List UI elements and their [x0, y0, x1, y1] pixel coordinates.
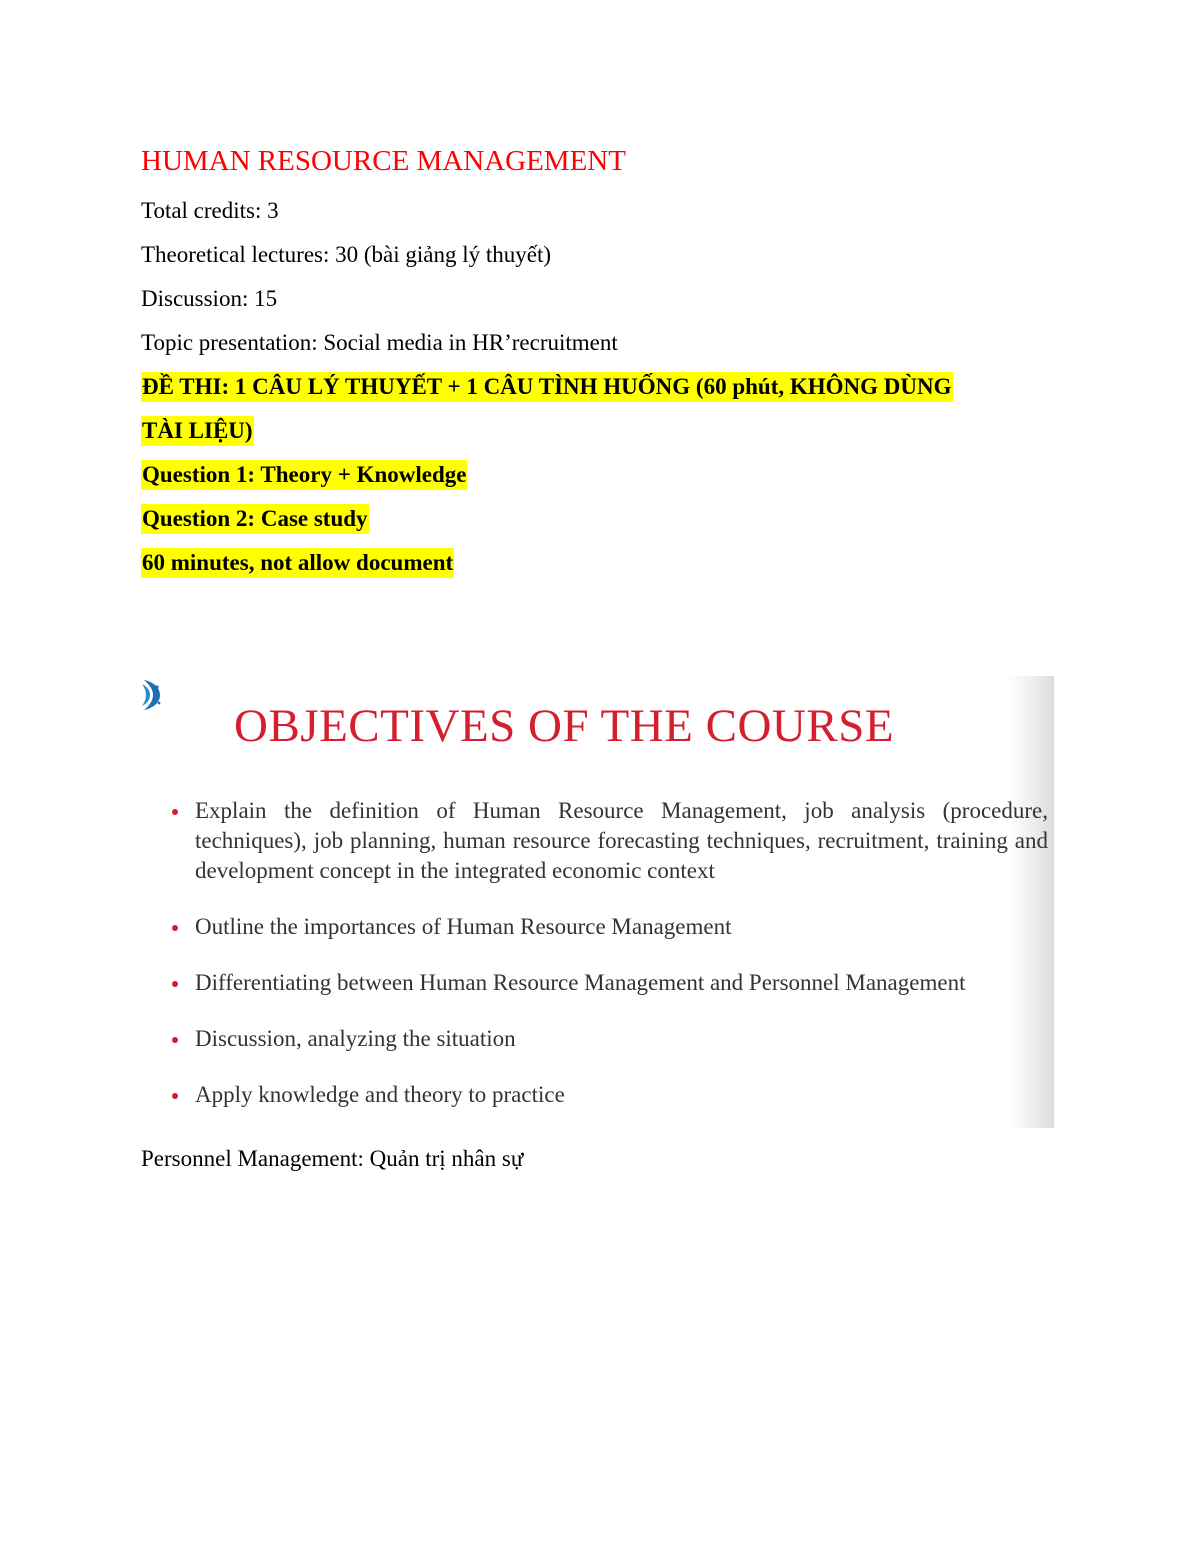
slide-title: OBJECTIVES OF THE COURSE	[234, 700, 895, 752]
exam-info-highlight-2: TÀI LIỆU)	[141, 416, 254, 446]
theoretical-lectures: Theoretical lectures: 30 (bài giảng lý thuyết)	[141, 242, 552, 267]
objective-item	[168, 796, 1048, 886]
university-logo-icon	[140, 678, 164, 712]
objective-text: Outline the importances of Human Resource Management	[195, 914, 732, 939]
bullet-icon	[172, 1093, 178, 1099]
objectives-list	[168, 796, 1048, 1128]
time-rule-line	[141, 548, 454, 578]
exam-info-line-2	[141, 416, 254, 446]
question-1: Question 1: Theory + Knowledge	[141, 460, 467, 490]
objectives-slide-image	[138, 676, 1054, 1128]
objective-item	[168, 1024, 1048, 1054]
discussion-hours: Discussion: 15	[141, 286, 278, 311]
objective-text: Apply knowledge and theory to practice	[195, 1082, 565, 1107]
question-2-line	[141, 504, 369, 534]
bullet-icon	[172, 925, 178, 931]
bullet-icon	[172, 809, 178, 815]
exam-info-highlight-1: ĐỀ THI: 1 CÂU LÝ THUYẾT + 1 CÂU TÌNH HUỐNG (60 phút, KHÔNG DÙNG	[141, 372, 953, 402]
total-credits: Total credits: 3	[141, 198, 279, 223]
topic-presentation: Topic presentation: Social media in HR’recruitment	[141, 330, 618, 355]
question-2: Question 2: Case study	[141, 504, 369, 534]
bullet-icon	[172, 981, 178, 987]
objective-item	[168, 968, 1048, 998]
objective-item	[168, 912, 1048, 942]
question-1-line	[141, 460, 467, 490]
objective-text: Explain the definition of Human Resource Management, job analysis (procedure, techniques), job planning, human resource forecasting techniques, recruitment, training and development concept in the integrated economic context	[195, 798, 1048, 883]
document-title: HUMAN RESOURCE MANAGEMENT	[141, 145, 626, 177]
exam-info-line-1	[141, 372, 953, 402]
objective-text: Discussion, analyzing the situation	[195, 1026, 516, 1051]
objective-text: Differentiating between Human Resource Management and Personnel Management	[195, 970, 966, 995]
personnel-management-note: Personnel Management: Quản trị nhân sự	[141, 1146, 524, 1171]
time-rule: 60 minutes, not allow document	[141, 548, 454, 578]
objective-item	[168, 1080, 1048, 1110]
bullet-icon	[172, 1037, 178, 1043]
